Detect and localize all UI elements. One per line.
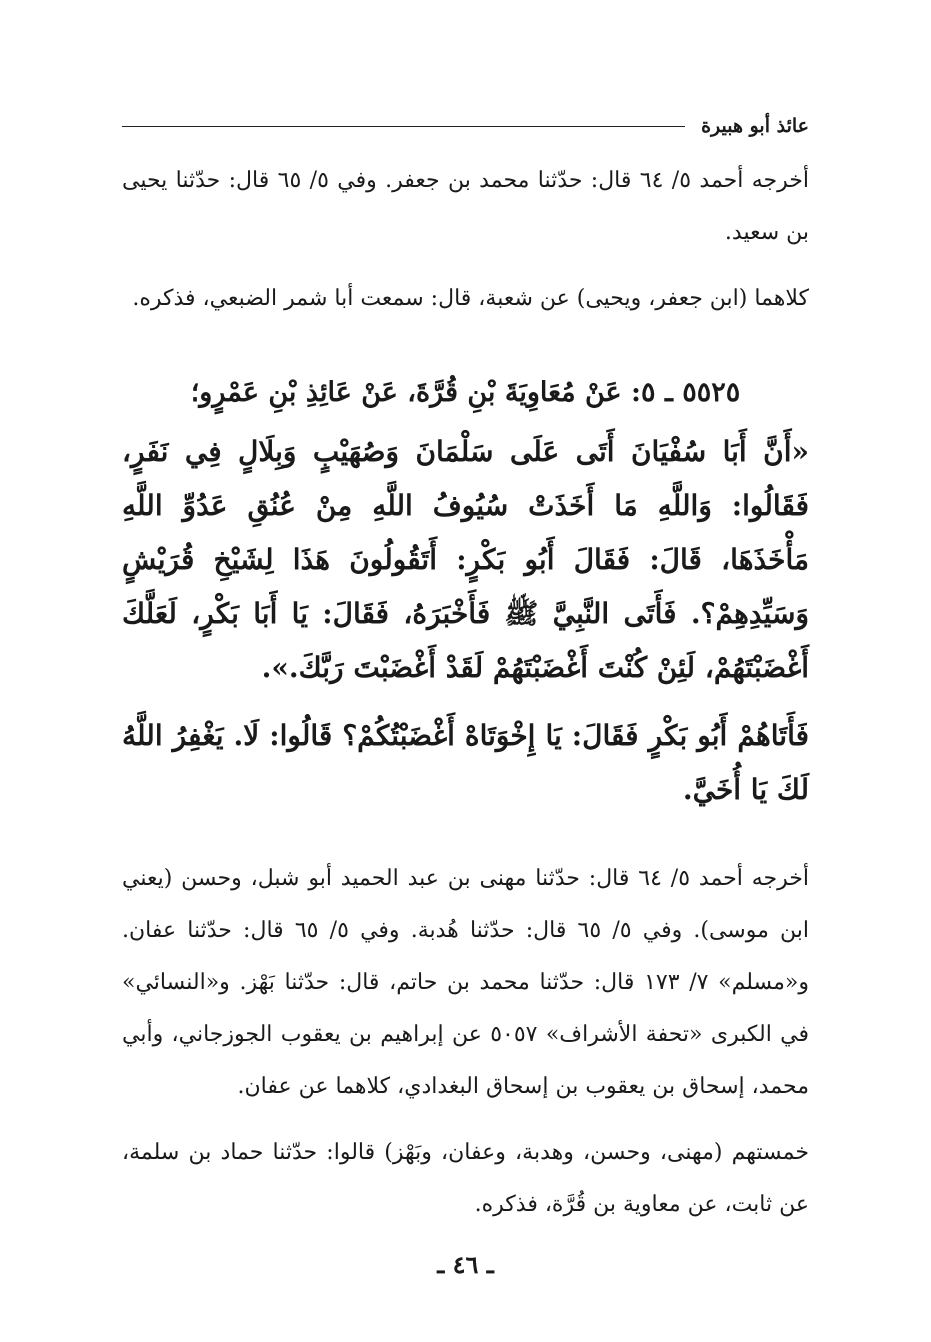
notes-top [122, 155, 809, 325]
hadith-paragraph: فَأَتَاهُمْ أَبُو بَكْرٍ فَقَالَ: يَا إِخْوَتَاهْ أَغْضَبْتُكُمْ؟ قَالُوا: لَا. يَغْفِرُ اللَّهُ لَكَ يَا أُخَيَّ. [122, 719, 809, 806]
hadith-paragraph: «أَنَّ أَبَا سُفْيَانَ أَتَى عَلَى سَلْمَانَ وَصُهَيْبٍ وَبِلَالٍ فِي نَفَرٍ، فَقَالُوا: وَاللَّهِ مَا أَخَذَتْ سُيُوفُ اللَّهِ مِنْ عُنُقِ عَدُوِّ اللَّهِ مَأْخَذَهَا، قَالَ: فَقَالَ أَبُو بَكْرٍ: أَتَقُولُونَ هَذَا لِشَيْخِ قُرَيْشٍ وَسَيِّدِهِمْ؟. فَأَتَى النَّبِيَّ ﷺ فَأَخْبَرَهُ، فَقَالَ: يَا أَبَا بَكْرٍ، لَعَلَّكَ أَغْضَبْتَهُمْ، لَئِنْ كُنْتَ أَغْضَبْتَهُمْ لَقَدْ أَغْضَبْتَ رَبَّكَ.». [122, 435, 809, 684]
header-title: عائذ أبو هبيرة [701, 115, 809, 137]
hadith-section [122, 367, 809, 817]
note-paragraph: كلاهما (ابن جعفر، ويحيى) عن شعبة، قال: سمعت أبا شمر الضبعي، فذكره. [132, 286, 809, 311]
note-paragraph: أخرجه أحمد ٥/ ٦٤ قال: حدّثنا محمد بن جعفر. وفي ٥/ ٦٥ قال: حدّثنا يحيى بن سعيد. [122, 168, 809, 245]
page-body [122, 155, 809, 1245]
note-paragraph: أخرجه أحمد ٥/ ٦٤ قال: حدّثنا مهنى بن عبد الحميد أبو شبل، وحسن (يعني ابن موسى). وفي ٥/ ٦٥ قال: حدّثنا هُدبة. وفي ٥/ ٦٥ قال: حدّثنا عفان. و«مسلم» ٧/ ١٧٣ قال: حدّثنا محمد بن حاتم، قال: حدّثنا بَهْز. و«النسائي» في الكبرى «تحفة الأشراف» ٥٠٥٧ عن إبراهيم بن يعقوب الجوزجاني، وأبي محمد، إسحاق بن يعقوب بن إسحاق البغدادي، كلاهما عن عفان. [122, 866, 810, 1099]
running-header [122, 112, 809, 140]
header-rule [122, 126, 685, 127]
page-number: ـ ٤٦ ـ [437, 1250, 494, 1279]
notes-bottom [122, 853, 809, 1231]
hadith-heading: ٥٥٢٥ ـ ٥: عَنْ مُعَاوِيَةَ بْنِ قُرَّةَ، عَنْ عَائِذِ بْنِ عَمْرٍو؛ [190, 377, 741, 408]
note-paragraph: خمستهم (مهنى، وحسن، وهدبة، وعفان، وبَهْز) قالوا: حدّثنا حماد بن سلمة، عن ثابت، عن معاوية بن قُرَّة، فذكره. [122, 1140, 809, 1217]
